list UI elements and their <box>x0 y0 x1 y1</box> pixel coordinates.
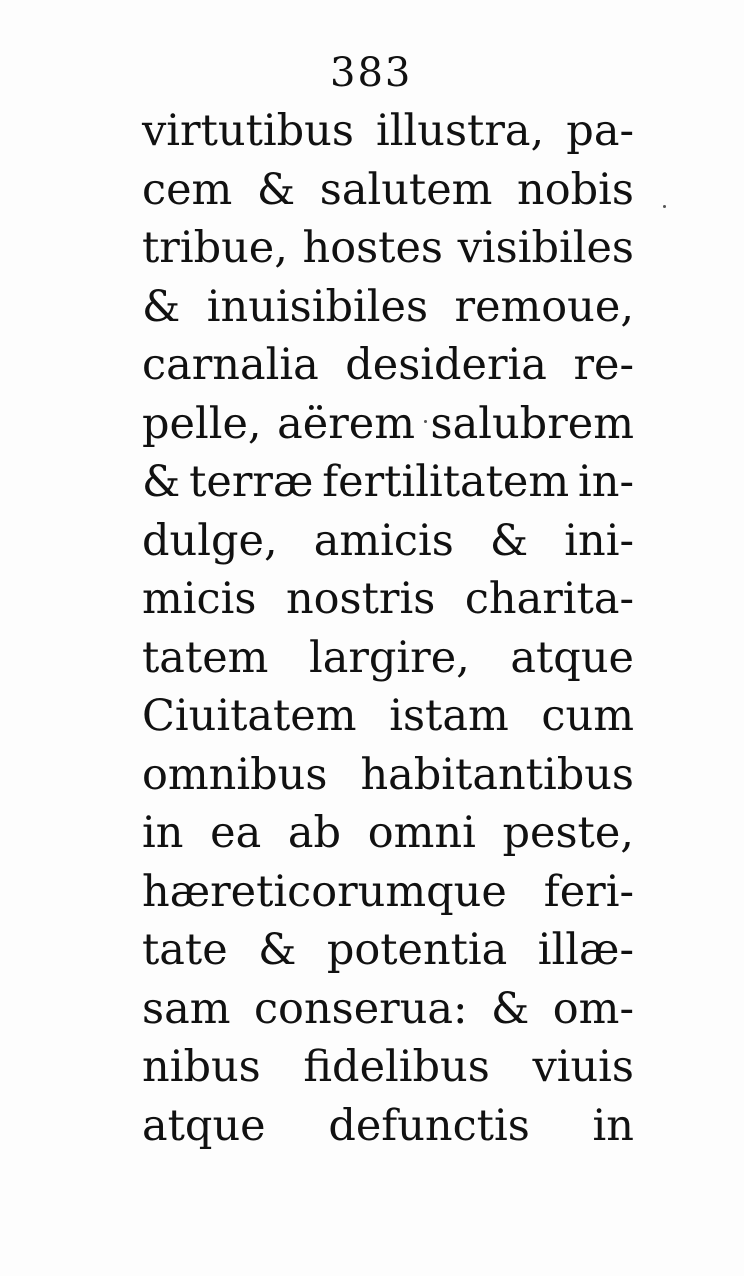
word: istam <box>389 691 509 741</box>
paper-speck <box>663 205 666 208</box>
word: nibus <box>142 1042 261 1092</box>
word: hostes <box>302 223 443 273</box>
word: tribue, <box>142 223 288 273</box>
word: micis <box>142 574 257 624</box>
text-line <box>142 278 634 337</box>
word: tatem <box>142 632 269 683</box>
word: in <box>592 1100 634 1151</box>
word: desideria <box>345 340 547 390</box>
word: ab <box>287 808 342 858</box>
word: & <box>142 457 181 507</box>
text-line <box>142 1038 634 1097</box>
word: illustra, <box>376 106 545 156</box>
text-line <box>142 102 634 161</box>
word: salutem <box>319 164 493 215</box>
text-line <box>142 512 634 571</box>
body-text <box>142 102 634 1155</box>
word: & <box>491 983 530 1034</box>
word: & <box>489 515 529 566</box>
text-line <box>142 219 634 278</box>
word: defunctis <box>328 1100 530 1151</box>
word: aërem <box>277 398 415 449</box>
word: feri- <box>543 866 634 917</box>
word: omnibus <box>142 749 328 800</box>
word: fidelibus <box>303 1042 490 1092</box>
word: remoue, <box>454 281 634 332</box>
word: & <box>258 925 297 975</box>
word: dulge, <box>142 515 278 566</box>
text-line <box>142 804 634 863</box>
text-line <box>142 1097 634 1156</box>
word: cum <box>541 691 634 741</box>
word: nobis <box>517 164 634 215</box>
word: charita- <box>464 574 634 624</box>
word: potentia <box>326 925 508 975</box>
word: largire, <box>308 632 470 683</box>
text-line <box>142 980 634 1039</box>
text-line <box>142 687 634 746</box>
text-line <box>142 921 634 980</box>
word: habitantibus <box>360 749 634 800</box>
word: conserua: <box>253 983 468 1034</box>
word: hæreticorumque <box>142 866 507 917</box>
word: virtutibus <box>142 106 354 156</box>
text-line <box>142 570 634 629</box>
word: nostris <box>285 574 436 624</box>
page-number: 383 <box>330 50 413 96</box>
word: viuis <box>532 1042 634 1092</box>
word: & <box>142 281 181 332</box>
word: visibiles <box>457 223 634 273</box>
word: pelle, <box>142 398 262 449</box>
word: salubrem <box>430 398 634 449</box>
text-line <box>142 395 634 454</box>
text-line <box>142 336 634 395</box>
text-line <box>142 746 634 805</box>
word: in- <box>578 457 634 507</box>
word: Ciuitatem <box>142 691 357 741</box>
word: re- <box>573 340 634 390</box>
word: inuisibiles <box>206 281 429 332</box>
word: pa- <box>566 106 634 156</box>
word: ini- <box>564 515 634 566</box>
word: sam <box>142 983 231 1034</box>
word: & <box>256 164 296 215</box>
text-line <box>142 161 634 220</box>
word: atque <box>142 1100 266 1151</box>
word: cem <box>142 164 233 215</box>
word: om- <box>552 983 634 1034</box>
word: amicis <box>313 515 454 566</box>
word: tate <box>142 925 228 975</box>
word: carnalia <box>142 340 319 390</box>
word: terræ <box>189 457 314 507</box>
text-line <box>142 453 634 512</box>
word: peste, <box>502 808 634 858</box>
word: atque <box>510 632 634 683</box>
word: ea <box>210 808 262 858</box>
paper-speck <box>424 420 427 423</box>
word: in <box>142 808 184 858</box>
word: fertilitatem <box>322 457 570 507</box>
text-line <box>142 629 634 688</box>
word: omni <box>367 808 476 858</box>
word: illæ- <box>537 925 634 975</box>
text-line <box>142 863 634 922</box>
